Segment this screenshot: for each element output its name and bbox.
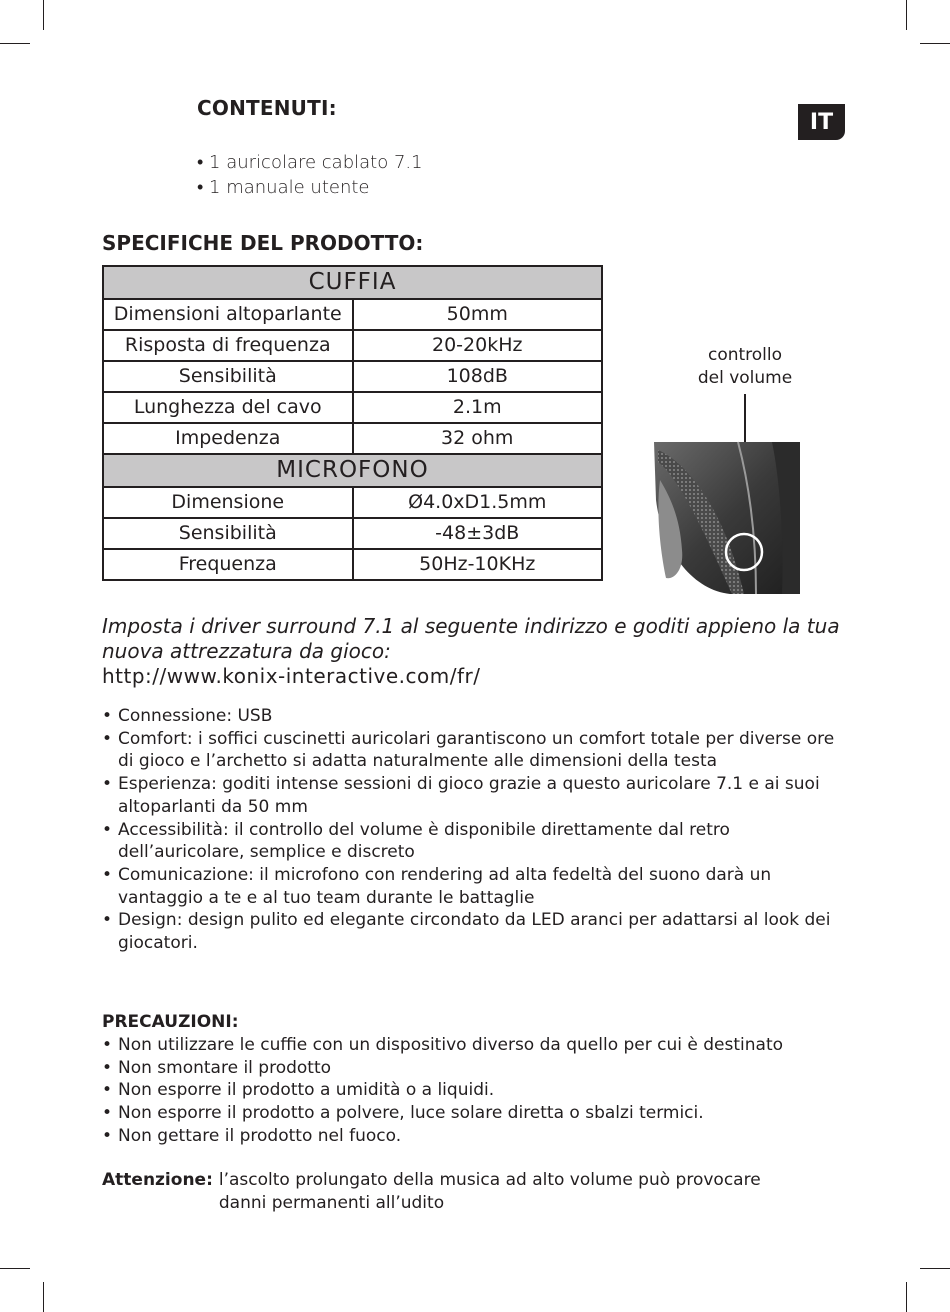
- precautions-list: [102, 1034, 854, 1148]
- list-item: • Comunicazione: il microfono con rendering ad alta fedeltà del suono darà un vantaggio a te e al tuo team durante le battaglie: [102, 864, 854, 909]
- table-row: [103, 392, 602, 423]
- crop-mark: [906, 0, 907, 30]
- spec-label: Frequenza: [103, 549, 353, 580]
- list-item: • Connessione: USB: [102, 705, 854, 728]
- table-row: [103, 299, 602, 330]
- volume-control-callout: [680, 344, 810, 390]
- contents-list: [197, 150, 423, 200]
- spec-label: Dimensioni altoparlante: [103, 299, 353, 330]
- list-item: • Accessibilità: il controllo del volume è disponibile direttamente dal retro dell’auricolare, semplice e discreto: [102, 819, 854, 864]
- language-tab: IT: [798, 104, 845, 140]
- list-item: • Comfort: i soffici cuscinetti auricolari garantiscono un comfort totale per diverse ore di gioco e l’archetto si adatta naturalmente alle dimensioni della testa: [102, 728, 854, 773]
- spec-value: 50mm: [353, 299, 603, 330]
- table-row: [103, 518, 602, 549]
- callout-line-2: del volume: [697, 368, 793, 388]
- features-list: [102, 705, 854, 955]
- spec-value: Ø4.0xD1.5mm: [353, 487, 603, 518]
- table-row: [103, 423, 602, 454]
- warning-text: l’ascolto prolungato della musica ad alto volume può provocare danni permanenti all’udito: [218, 1170, 761, 1213]
- driver-instructions: Imposta i driver surround 7.1 al seguente indirizzo e goditi appieno la tua nuova attrezzatura da gioco:: [102, 614, 840, 663]
- table-row: [103, 361, 602, 392]
- headphone-section-title: CUFFIA: [103, 266, 602, 299]
- crop-mark: [0, 1268, 30, 1269]
- spec-value: 2.1m: [353, 392, 603, 423]
- spec-value: 32 ohm: [353, 423, 603, 454]
- list-item: • Non esporre il prodotto a umidità o a liquidi.: [102, 1079, 854, 1102]
- spec-value: -48±3dB: [353, 518, 603, 549]
- crop-mark: [920, 43, 950, 44]
- crop-mark: [0, 43, 30, 44]
- table-section-header: [103, 266, 602, 299]
- crop-mark: [920, 1268, 950, 1269]
- precautions-heading: PRECAUZIONI:: [102, 1012, 239, 1032]
- spec-value: 20-20kHz: [353, 330, 603, 361]
- spec-label: Sensibilità: [103, 361, 353, 392]
- spec-label: Lunghezza del cavo: [103, 392, 353, 423]
- table-row: [103, 487, 602, 518]
- headphone-earcup-image: [652, 440, 804, 598]
- spec-value: 50Hz-10KHz: [353, 549, 603, 580]
- list-item: • Non esporre il prodotto a polvere, luce solare diretta o sbalzi termici.: [102, 1102, 854, 1125]
- specs-table: [102, 265, 603, 581]
- crop-mark: [43, 1282, 44, 1312]
- list-item: • 1 manuale utente: [197, 175, 423, 200]
- list-item: • Design: design pulito ed elegante circondato da LED aranci per adattarsi al look dei giocatori.: [102, 909, 854, 954]
- spec-value: 108dB: [353, 361, 603, 392]
- spec-label: Risposta di frequenza: [103, 330, 353, 361]
- driver-url-link[interactable]: http://www.konix-interactive.com/fr/: [102, 664, 481, 688]
- table-section-header: [103, 454, 602, 487]
- callout-line-1: controllo: [707, 345, 783, 365]
- specs-heading: SPECIFICHE DEL PRODOTTO:: [102, 231, 424, 255]
- list-item: • 1 auricolare cablato 7.1: [197, 150, 423, 175]
- spec-label: Dimensione: [103, 487, 353, 518]
- warning-label: Attenzione:: [102, 1170, 213, 1190]
- list-item: • Non smontare il prodotto: [102, 1057, 854, 1080]
- list-item: • Esperienza: goditi intense sessioni di gioco grazie a questo auricolare 7.1 e ai suoi altoparlanti da 50 mm: [102, 773, 854, 818]
- table-row: [103, 330, 602, 361]
- table-row: [103, 549, 602, 580]
- crop-mark: [43, 0, 44, 30]
- list-item: • Non gettare il prodotto nel fuoco.: [102, 1125, 854, 1148]
- warning-note: [102, 1169, 802, 1215]
- spec-label: Sensibilità: [103, 518, 353, 549]
- microphone-section-title: MICROFONO: [103, 454, 602, 487]
- crop-mark: [906, 1282, 907, 1312]
- contents-heading: CONTENUTI:: [197, 96, 337, 120]
- list-item: • Non utilizzare le cuffie con un dispositivo diverso da quello per cui è destinato: [102, 1034, 854, 1057]
- spec-label: Impedenza: [103, 423, 353, 454]
